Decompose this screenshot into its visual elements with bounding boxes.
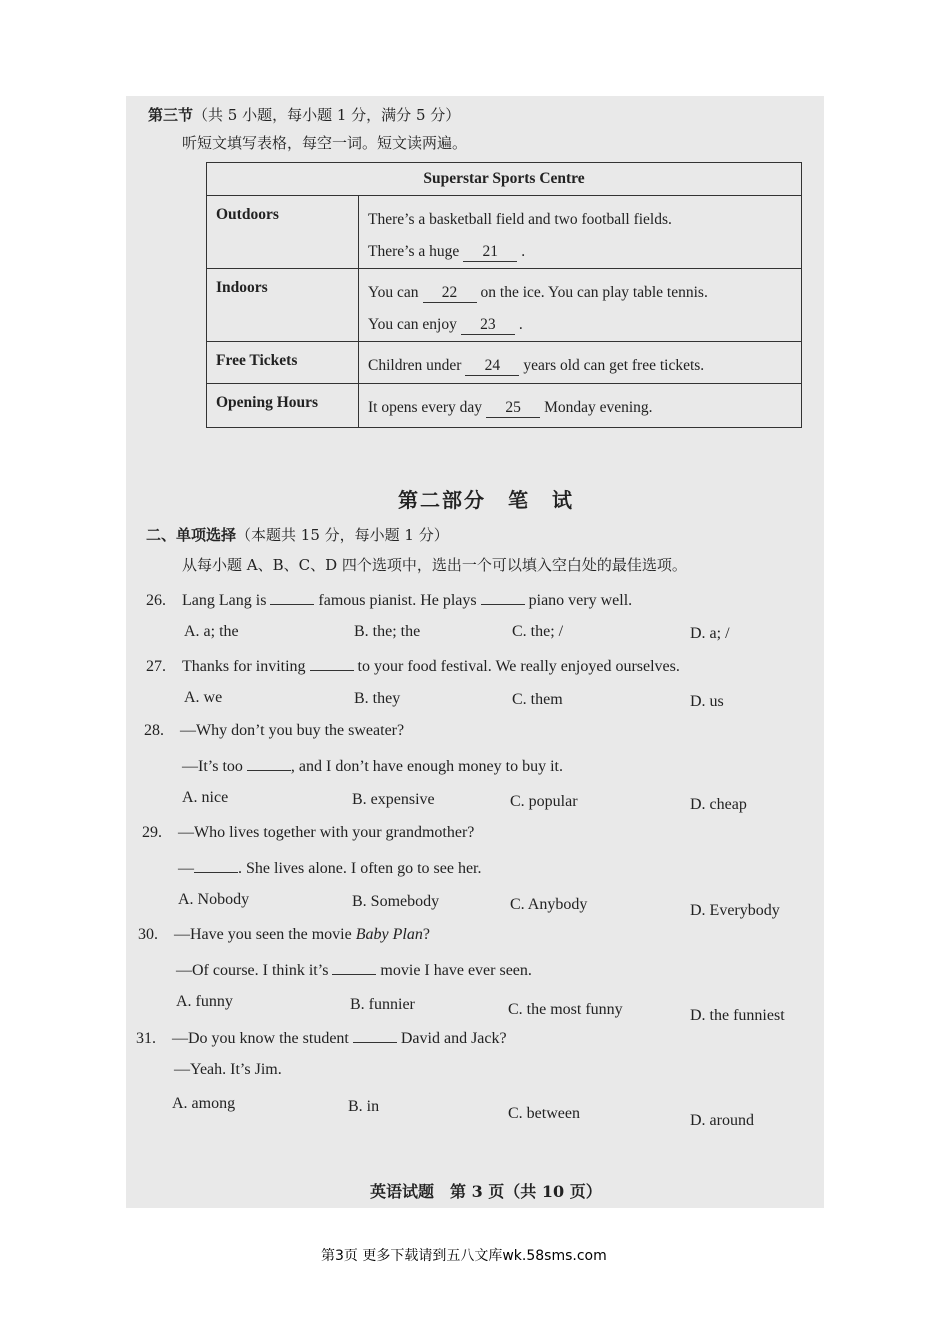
option: B. the; the bbox=[354, 623, 421, 640]
footer-subject: 英语试题 bbox=[370, 1182, 435, 1201]
question-30: 30. —Have you seen the movie Baby Plan? bbox=[138, 926, 430, 943]
table-row bbox=[207, 342, 802, 384]
option: C. popular bbox=[510, 793, 578, 810]
option: B. in bbox=[348, 1098, 380, 1115]
option: B. Somebody bbox=[352, 893, 440, 910]
answer-blank: 23 bbox=[461, 316, 515, 335]
section3-heading bbox=[148, 104, 460, 125]
exam-footer bbox=[370, 1179, 602, 1202]
option: D. us bbox=[690, 693, 724, 710]
movie-title: Baby Plan bbox=[355, 926, 423, 943]
question-29-line2: — . She lives alone. I often go to see her. bbox=[178, 860, 482, 877]
row-label: Outdoors bbox=[207, 196, 359, 269]
option: D. Everybody bbox=[690, 902, 780, 919]
answer-blank: 21 bbox=[463, 243, 517, 262]
row-label: Indoors bbox=[207, 269, 359, 342]
question-31-line2: —Yeah. It’s Jim. bbox=[174, 1061, 282, 1078]
table-row bbox=[207, 269, 802, 342]
answer-blank: 22 bbox=[423, 284, 477, 303]
row-text: There’s a basketball field and two football fields. bbox=[368, 211, 672, 228]
row-text: You can 22 on the ice. You can play table tennis. bbox=[368, 284, 708, 301]
part2-instruction: 从每小题 A、B、C、D 四个选项中，选出一个可以填入空白处的最佳选项。 bbox=[182, 556, 687, 574]
option: B. expensive bbox=[352, 791, 435, 808]
section3-title: 第三节 bbox=[148, 106, 194, 124]
row-value bbox=[359, 269, 802, 342]
option: A. a; the bbox=[184, 623, 239, 640]
question-26: 26. Lang Lang is famous pianist. He plays piano very well. bbox=[146, 592, 633, 609]
option: D. cheap bbox=[690, 796, 747, 813]
answer-line bbox=[247, 756, 291, 771]
answer-line bbox=[194, 858, 238, 873]
option: C. the most funny bbox=[508, 1001, 623, 1018]
question-28: 28. —Why don’t you buy the sweater? bbox=[144, 722, 405, 739]
option: C. them bbox=[512, 691, 563, 708]
option: D. the funniest bbox=[690, 1007, 785, 1024]
option: B. funnier bbox=[350, 996, 415, 1013]
row-text: You can enjoy 23 . bbox=[368, 316, 523, 333]
option: C. Anybody bbox=[510, 896, 588, 913]
option: A. Nobody bbox=[178, 891, 250, 908]
table-row bbox=[207, 196, 802, 269]
question-28-line2: —It’s too , and I don’t have enough money to buy it. bbox=[182, 758, 563, 775]
option: A. funny bbox=[176, 993, 233, 1010]
answer-blank: 25 bbox=[486, 399, 540, 418]
download-footer: 第3页 更多下载请到五八文库wk.58sms.com bbox=[321, 1248, 607, 1264]
option: D. around bbox=[690, 1112, 754, 1129]
row-text: There’s a huge 21 . bbox=[368, 243, 526, 260]
option: C. the; / bbox=[512, 623, 564, 640]
answer-line bbox=[332, 960, 376, 975]
section3-meta: （共 5 小题，每小题 1 分，满分 5 分） bbox=[193, 106, 461, 124]
option: A. we bbox=[184, 689, 223, 706]
question-27: 27. Thanks for inviting to your food festival. We really enjoyed ourselves. bbox=[146, 658, 680, 675]
option: D. a; / bbox=[690, 625, 730, 642]
option: A. among bbox=[172, 1095, 236, 1112]
row-value bbox=[359, 342, 802, 384]
sports-centre-table bbox=[206, 162, 802, 428]
row-text: It opens every day 25 Monday evening. bbox=[368, 399, 653, 416]
option: A. nice bbox=[182, 789, 229, 806]
answer-blank: 24 bbox=[465, 357, 519, 376]
part2-section-title: 二、单项选择 bbox=[146, 526, 237, 544]
answer-line bbox=[310, 656, 354, 671]
part2-title: 第二部分 笔 试 bbox=[398, 488, 574, 512]
row-value bbox=[359, 196, 802, 269]
row-label: Opening Hours bbox=[207, 384, 359, 428]
answer-line bbox=[270, 590, 314, 605]
row-label: Free Tickets bbox=[207, 342, 359, 384]
question-31: 31. —Do you know the student David and Jack? bbox=[136, 1030, 507, 1047]
scanned-exam-page bbox=[126, 96, 824, 1208]
answer-line bbox=[353, 1028, 397, 1043]
question-29: 29. —Who lives together with your grandmother? bbox=[142, 824, 475, 841]
table-row bbox=[207, 384, 802, 428]
row-value bbox=[359, 384, 802, 428]
row-text: Children under 24 years old can get free tickets. bbox=[368, 357, 705, 374]
footer-page: 第 3 页（共 10 页） bbox=[450, 1182, 602, 1201]
option: C. between bbox=[508, 1105, 580, 1122]
question-30-line2: —Of course. I think it’s movie I have ever seen. bbox=[176, 962, 532, 979]
part2-section-meta: （本题共 15 分，每小题 1 分） bbox=[236, 526, 449, 544]
part2-section-heading bbox=[146, 524, 449, 545]
answer-line bbox=[481, 590, 525, 605]
section3-instruction: 听短文填写表格，每空一词。短文读两遍。 bbox=[182, 134, 468, 152]
table-caption: Superstar Sports Centre bbox=[207, 163, 802, 196]
option: B. they bbox=[354, 690, 401, 707]
